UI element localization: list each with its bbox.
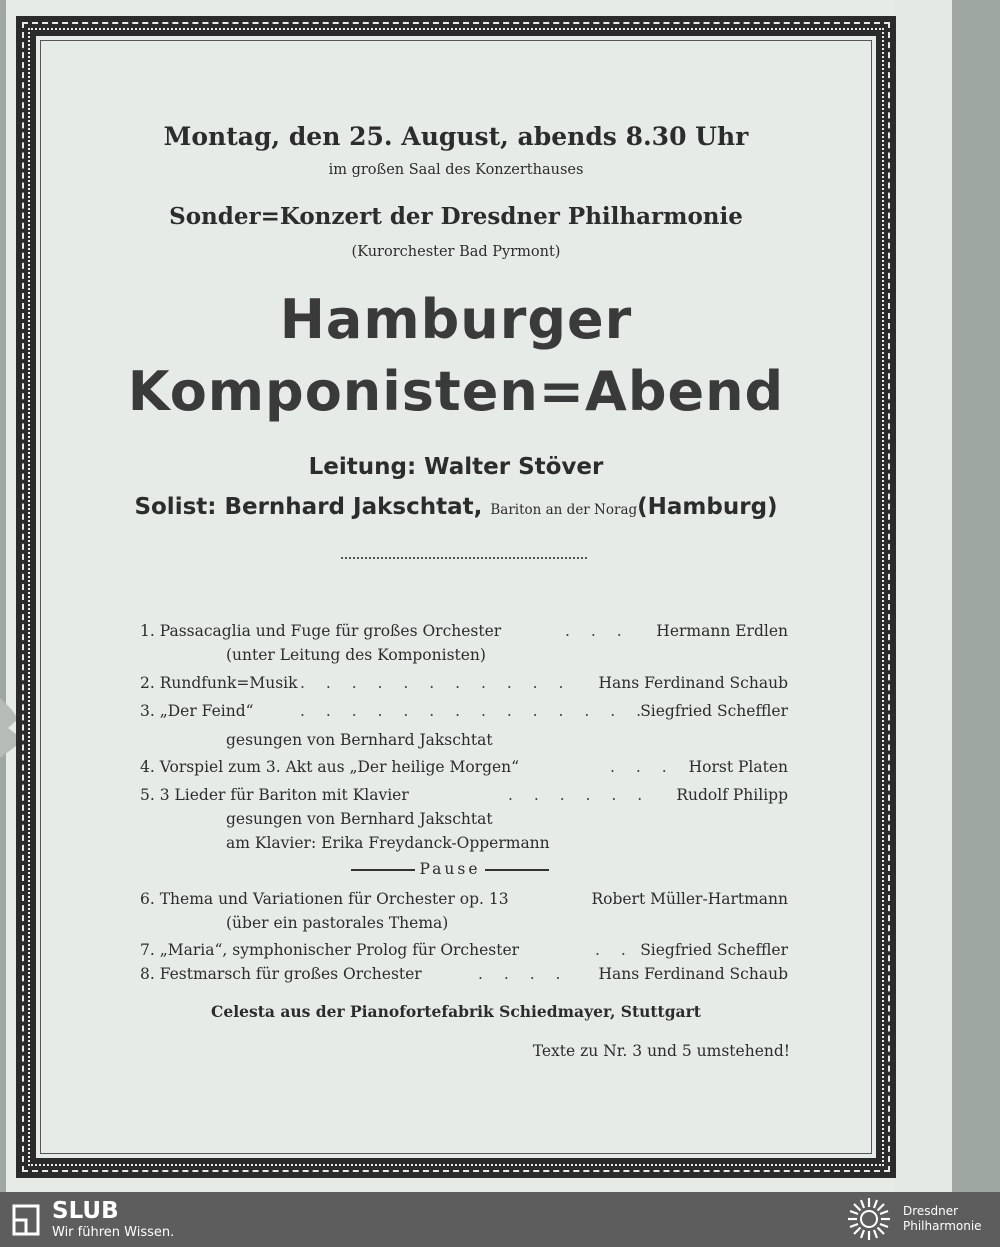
program-item	[140, 758, 788, 780]
partner-name-line2: Philharmonie	[903, 1219, 982, 1233]
composer: Siegfried Scheffler	[640, 702, 788, 720]
composer: Hermann Erdlen	[656, 622, 788, 640]
composer: Hans Ferdinand Schaub	[598, 674, 788, 692]
piece-title: 7. „Maria“, symphonischer Prolog für Orchester	[140, 941, 520, 959]
piece-note: gesungen von Bernhard Jakschtat	[226, 810, 493, 828]
composer: Robert Müller-Hartmann	[591, 890, 788, 908]
celesta-credit: Celesta aus der Pianofortefabrik Schiedmayer, Stuttgart	[211, 1002, 701, 1021]
partner-name-line1: Dresdner	[903, 1204, 959, 1218]
orchestra-note: (Kurorchester Bad Pyrmont)	[351, 244, 561, 260]
composer: Horst Platen	[688, 758, 788, 776]
title-line-2: Komponisten=Abend	[127, 360, 785, 423]
program-item	[140, 965, 788, 987]
leader-dots: . . . . . . . . . . .	[300, 674, 572, 692]
bottom-bar	[0, 1192, 1000, 1247]
slub-tagline: Wir führen Wissen.	[52, 1225, 175, 1240]
program-sheet	[40, 40, 872, 1154]
program-item	[140, 786, 788, 808]
piece-title: 4. Vorspiel zum 3. Akt aus „Der heilige Morgen“	[140, 758, 520, 776]
leader-dots: . . . .	[478, 965, 569, 983]
program-item	[140, 674, 788, 696]
piece-note: am Klavier: Erika Freydanck-Oppermann	[226, 834, 550, 852]
partner-name[interactable]	[903, 1204, 982, 1234]
piece-note: (über ein pastorales Thema)	[226, 914, 449, 932]
concert-venue: im großen Saal des Konzerthauses	[328, 162, 584, 178]
soloist-city: (Hamburg)	[637, 494, 778, 520]
paper-edge	[894, 0, 952, 1192]
program-item	[140, 941, 788, 963]
composer: Hans Ferdinand Schaub	[598, 965, 788, 983]
leader-dots: . . .	[610, 758, 675, 776]
pause-label: Pause	[419, 860, 481, 878]
piece-note: gesungen von Bernhard Jakschtat	[226, 731, 493, 749]
pause-rule-left	[351, 869, 415, 871]
composer: Rudolf Philipp	[676, 786, 788, 804]
piece-title: 3. „Der Feind“	[140, 702, 254, 720]
piece-title: 8. Festmarsch für großes Orchester	[140, 965, 422, 983]
piece-title: 1. Passacaglia und Fuge für großes Orchester	[140, 622, 502, 640]
piece-title: 5. 3 Lieder für Bariton mit Klavier	[140, 786, 409, 804]
soloist-role: Bariton an der Norag	[490, 502, 638, 518]
concert-date: Montag, den 25. August, abends 8.30 Uhr	[163, 122, 749, 151]
texts-note: Texte zu Nr. 3 und 5 umstehend!	[532, 1042, 790, 1060]
conductor: Leitung: Walter Stöver	[308, 454, 604, 480]
leader-dots: . .	[595, 941, 634, 959]
concert-name: Sonder=Konzert der Dresdner Philharmonie	[169, 203, 743, 230]
piece-title: 2. Rundfunk=Musik	[140, 674, 298, 692]
slub-logo-icon[interactable]	[12, 1204, 40, 1236]
title-line-1: Hamburger	[279, 288, 633, 351]
pause-rule-right	[485, 869, 549, 871]
piece-title: 6. Thema und Variationen für Orchester op. 13	[140, 890, 509, 908]
leader-dots: . . . . . .	[508, 786, 651, 804]
leader-dots: . . .	[565, 622, 630, 640]
program-item	[140, 702, 788, 724]
program-item	[140, 622, 788, 644]
composer: Siegfried Scheffler	[640, 941, 788, 959]
intermission	[341, 860, 559, 878]
soloist	[40, 494, 872, 520]
slub-name[interactable]: SLUB	[52, 1198, 119, 1224]
sunburst-logo-icon[interactable]	[846, 1196, 892, 1242]
piece-note: (unter Leitung des Komponisten)	[226, 646, 486, 664]
leader-dots: . . . . . . . . . . . . . .	[300, 702, 650, 720]
separator-rule	[341, 557, 587, 559]
program-item	[140, 890, 788, 912]
soloist-name: Solist: Bernhard Jakschtat,	[134, 494, 483, 520]
